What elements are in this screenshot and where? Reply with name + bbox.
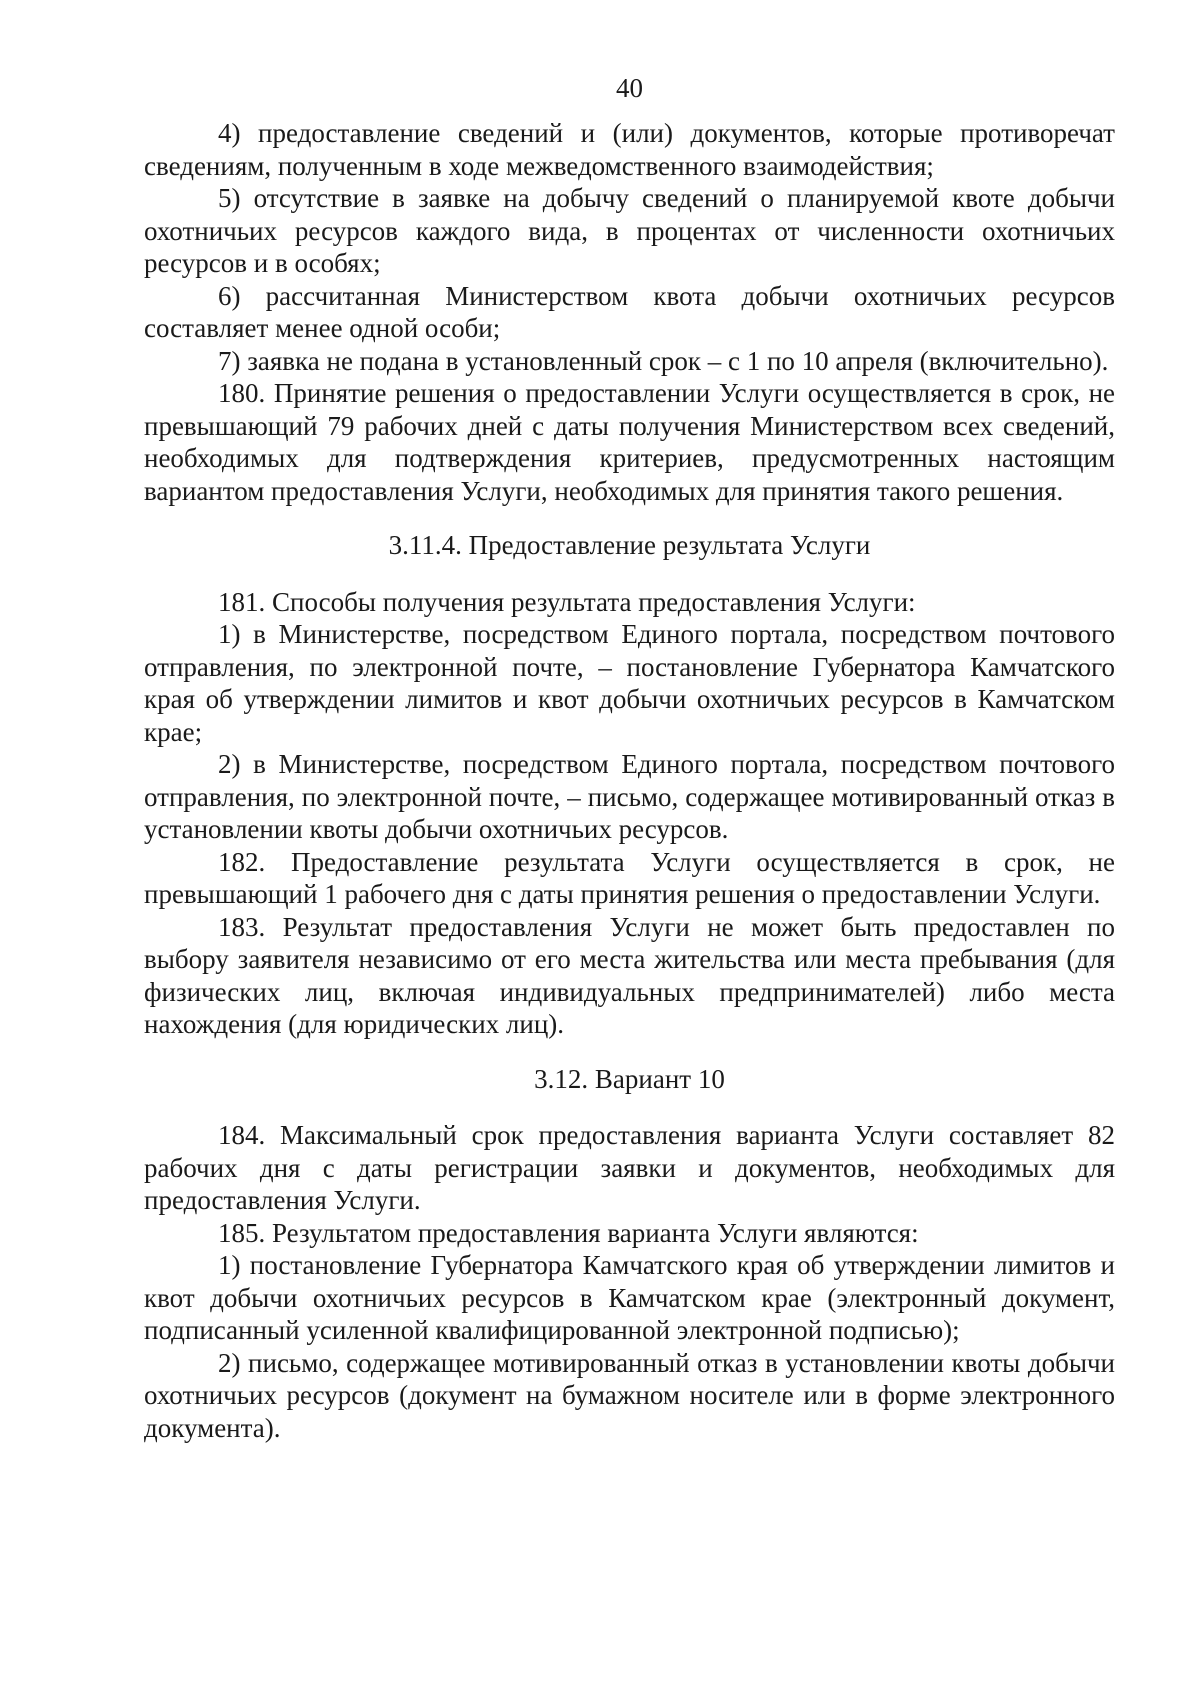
document-body (144, 117, 1115, 1444)
paragraph-180: 180. Принятие решения о предоставлении Услуги осуществляется в срок, не превышающий 79 рабочих дней с даты получения Министерством всех сведений, необходимых для подтверждения критериев, предусмотренных настоящим вариантом предоставления Услуги, необходимых для принятия такого решения. (144, 378, 1115, 506)
paragraph-181-2: 2) в Министерстве, посредством Единого портала, посредством почтового отправления, по электронной почте, – письмо, содержащее мотивированный отказ в установлении квоты добычи охотничьих ресурсов. (144, 749, 1115, 844)
paragraph-185-2: 2) письмо, содержащее мотивированный отказ в установлении квоты добычи охотничьих ресурсов (документ на бумажном носителе или в форме электронного документа). (144, 1347, 1115, 1443)
paragraph-181: 181. Способы получения результата предоставления Услуги: (218, 586, 916, 617)
section-heading-3-11-4: 3.11.4. Предоставление результата Услуги (388, 530, 871, 560)
paragraph-182: 182. Предоставление результата Услуги осуществляется в срок, не превышающий 1 рабочего дня с даты принятия решения о предоставлении Услуги. (144, 846, 1115, 909)
paragraph-item-5: 5) отсутствие в заявке на добычу сведений о планируемой квоте добычи охотничьих ресурсов каждого вида, в процентах от численности охотничьих ресурсов и в особях; (144, 183, 1115, 278)
paragraph-181-1: 1) в Министерстве, посредством Единого портала, посредством почтового отправления, по электронной почте, – постановление Губернатора Камчатского края об утверждении лимитов и квот добычи охотничьих ресурсов в Камчатском крае; (144, 619, 1115, 747)
paragraph-183: 183. Результат предоставления Услуги не может быть предоставлен по выбору заявителя независимо от его места жительства или места пребывания (для физических лиц, включая индивидуальных предпринимателей) либо места нахождения (для юридических лиц). (144, 911, 1115, 1039)
paragraph-184: 184. Максимальный срок предоставления варианта Услуги составляет 82 рабочих дня с даты регистрации заявки и документов, необходимых для предоставления Услуги. (144, 1120, 1115, 1215)
page-number: 40 (616, 73, 643, 103)
paragraph-item-4: 4) предоставление сведений и (или) документов, которые противоречат сведениям, полученным в ходе межведомственного взаимодействия; (144, 118, 1115, 181)
paragraph-185: 185. Результатом предоставления варианта Услуги являются: (218, 1217, 919, 1248)
paragraph-185-1: 1) постановление Губернатора Камчатского края об утверждении лимитов и квот добычи охотничьих ресурсов в Камчатском крае (электронный документ, подписанный усиленной квалифицированной электронной подписью); (144, 1250, 1115, 1345)
paragraph-item-6: 6) рассчитанная Министерством квота добычи охотничьих ресурсов составляет менее одной особи; (144, 280, 1115, 343)
document-page (144, 0, 1115, 1698)
paragraph-item-7: 7) заявка не подана в установленный срок – с 1 по 10 апреля (включительно). (218, 345, 1109, 376)
section-heading-3-12: 3.12. Вариант 10 (534, 1063, 725, 1094)
